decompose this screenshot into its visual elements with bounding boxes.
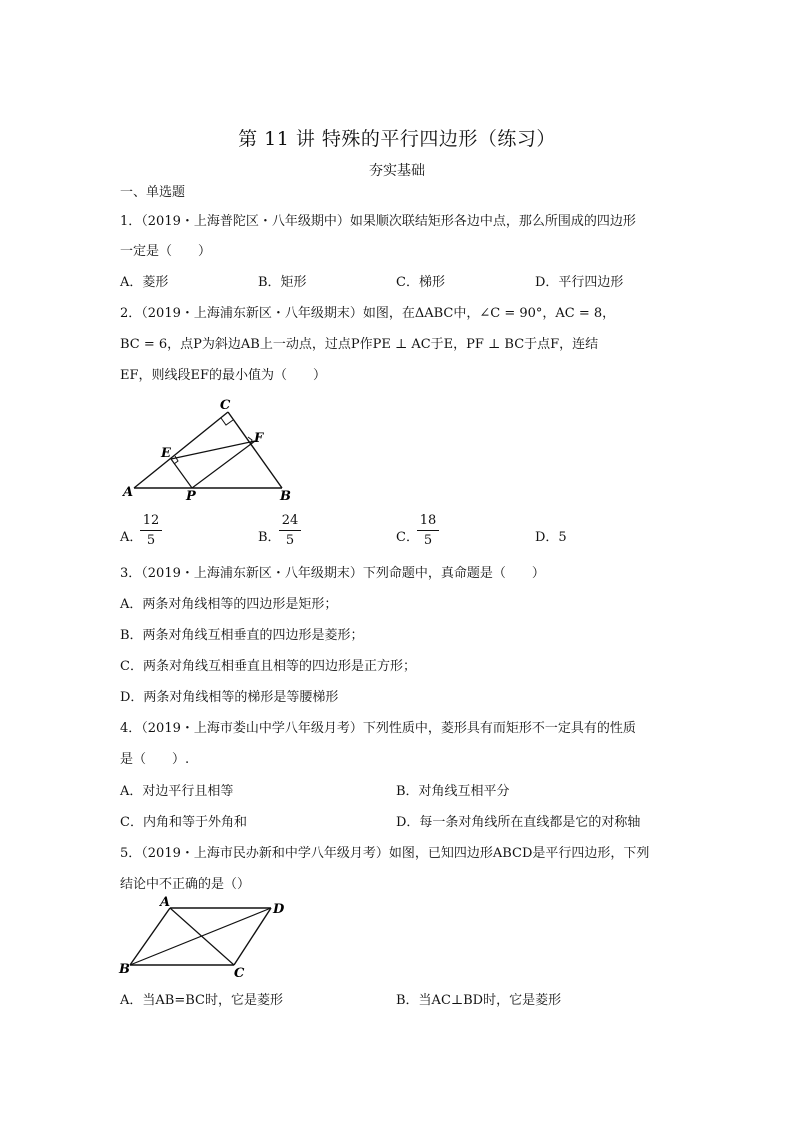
triangle-figure [120, 396, 300, 506]
q2-line-1: 2．（2019・上海浦东新区・八年级期末）如图，在ΔABC中，∠C = 90°，AC = 8， [120, 306, 616, 321]
q3-option-a: A．两条对角线相等的四边形是矩形； [120, 597, 338, 612]
q1-option-a: A．菱形 [120, 275, 169, 290]
page-subtitle: 夯实基础 [369, 163, 425, 179]
q2-option-b: B． [258, 530, 281, 545]
q2-fraction-c: $\frac{18}{5}$ [417, 513, 439, 548]
page-title: 第 11 讲 特殊的平行四边形（练习） [238, 128, 556, 150]
q3-option-d: D．两条对角线相等的梯形是等腰梯形 [120, 690, 339, 705]
q1-option-b: B．矩形 [258, 275, 307, 290]
q4-line-2: 是（ ）. [120, 752, 190, 767]
q5-line-2: 结论中不正确的是（） [120, 877, 251, 892]
q4-option-b: B．对角线互相平分 [396, 784, 510, 799]
q4-option-d: D．每一条对角线所在直线都是它的对称轴 [396, 815, 641, 830]
q1-option-d: D．平行四边形 [535, 275, 624, 290]
q4-option-c: C．内角和等于外角和 [120, 815, 247, 830]
q4-line-1: 4．（2019・上海市娄山中学八年级月考）下列性质中，菱形具有而矩形不一定具有的性质 [120, 721, 636, 736]
q1-line-1: 1．（2019・上海普陀区・八年级期中）如果顺次联结矩形各边中点，那么所围成的四边形 [120, 214, 636, 229]
q5-option-a: A．当AB=BC时，它是菱形 [120, 993, 283, 1008]
figure-label-a: A [123, 485, 134, 500]
parallelogram-figure [116, 893, 296, 983]
figure-label-a: A [160, 895, 171, 910]
q4-option-a: A．对边平行且相等 [120, 784, 234, 799]
q1-line-2: 一定是（ ） [120, 244, 212, 259]
figure-label-p: P [186, 489, 196, 504]
q2-fraction-a: $\frac{12}{5}$ [140, 513, 162, 548]
q2-option-d: D．5 [535, 530, 567, 545]
section-heading: 一、单选题 [120, 185, 186, 200]
q2-fraction-b: $\frac{24}{5}$ [279, 513, 301, 548]
q3-option-c: C．两条对角线互相垂直且相等的四边形是正方形； [120, 659, 416, 674]
q2-option-a: A． [120, 530, 143, 545]
q2-option-c: C． [396, 530, 419, 545]
figure-label-c: C [220, 398, 231, 413]
figure-label-d: D [273, 902, 285, 917]
q1-option-c: C．梯形 [396, 275, 445, 290]
q3-line-1: 3．（2019・上海浦东新区・八年级期末）下列命题中，真命题是（ ） [120, 566, 545, 581]
q5-line-1: 5．（2019・上海市民办新和中学八年级月考）如图，已知四边形ABCD是平行四边形，下列 [120, 846, 650, 861]
figure-label-b: B [119, 962, 130, 977]
figure-label-c: C [234, 966, 245, 981]
figure-label-b: B [280, 489, 291, 504]
q2-line-2: BC = 6，点P为斜边AB上一动点，过点P作PE ⊥ AC于E，PF ⊥ BC于点F，连结 [120, 337, 599, 352]
q2-line-3: EF，则线段EF的最小值为（ ） [120, 368, 327, 383]
figure-label-e: E [161, 446, 171, 461]
q3-option-b: B．两条对角线互相垂直的四边形是菱形； [120, 628, 364, 643]
figure-label-f: F [254, 431, 264, 446]
q5-option-b: B．当AC⊥BD时，它是菱形 [396, 993, 562, 1008]
